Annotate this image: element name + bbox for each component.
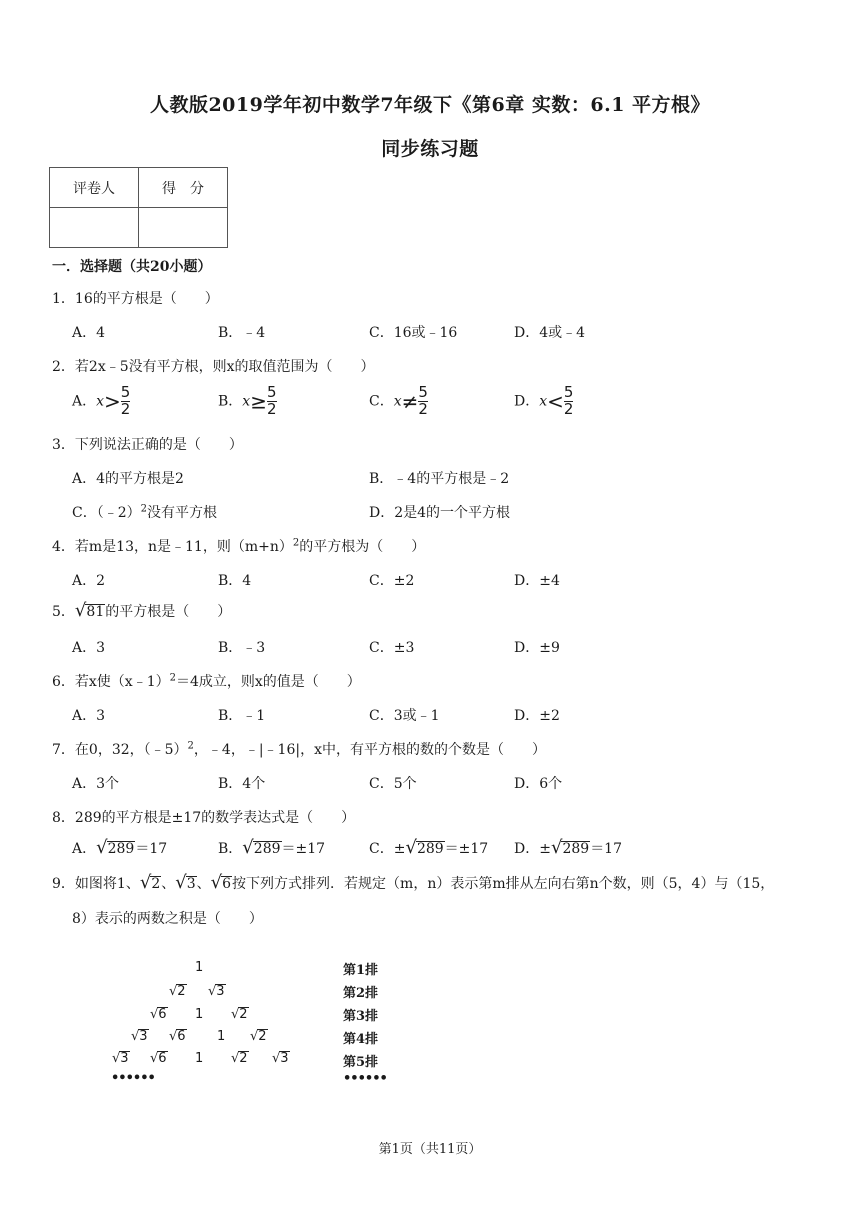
row-label-3: 第3排 (343, 1009, 379, 1024)
q3-option-c: C．（﹣2）$^2$没有平方根 (72, 503, 217, 521)
score-table (49, 167, 228, 248)
q3-option-a: A．4的平方根是2 (72, 471, 184, 487)
fig-r4-3: 1 (217, 1029, 226, 1044)
question-3-options-row2 (72, 502, 832, 524)
q8-option-c: C．±√289＝±17 (369, 837, 489, 858)
question-5-options (72, 637, 832, 659)
q1-option-d: D．4或﹣4 (514, 325, 586, 341)
question-8-stem: 8．289的平方根是±17的数学表达式是（ ） (52, 810, 356, 826)
q1-option-c: C．16或﹣16 (369, 325, 458, 341)
q8-option-b: B．√289＝±17 (218, 837, 326, 858)
question-1-options (72, 322, 832, 344)
score-table-cell-reviewer (50, 208, 139, 248)
score-table-cell-score (139, 208, 228, 248)
q8-option-a: A．√289＝17 (72, 837, 168, 858)
q6-option-c: C．3或﹣1 (369, 708, 440, 724)
fig-r5-4: √2 (231, 1051, 248, 1066)
question-9-stem: 9．如图将1、√2、√3、√6按下列方式排列．若规定（m，n）表示第m排从左向右第n个数，则（5，4）与（15， (52, 872, 775, 893)
q4-option-c: C．±2 (369, 573, 415, 589)
title-line-1: 人教版2019学年初中数学7年级下《第6章 实数：6.1 平方根》 (149, 94, 711, 116)
question-2-options (72, 385, 832, 425)
question-3-stem: 3．下列说法正确的是（ ） (52, 437, 243, 453)
fig-r5-2: √6 (150, 1051, 167, 1066)
q5-option-b: B．﹣3 (218, 640, 266, 656)
score-table-header-score: 得 分 (139, 168, 228, 208)
fig-r3-2: 1 (195, 1007, 204, 1022)
question-6-stem: 6．若x使（x﹣1）$^2$＝4成立，则x的值是（ ） (52, 672, 361, 690)
fig-r5-3: 1 (195, 1051, 204, 1066)
q6-option-b: B．﹣1 (218, 708, 266, 724)
question-8-options (72, 838, 832, 860)
question-2-stem: 2．若2x﹣5没有平方根，则x的取值范围为（ ） (52, 359, 375, 375)
q3-option-d: D．2是4的一个平方根 (369, 505, 511, 521)
fig-r5-1: √3 (112, 1051, 129, 1066)
question-1-stem: 1．16的平方根是（ ） (52, 291, 219, 307)
question-7-options (72, 773, 832, 795)
title-line-2: 同步练习题 (381, 138, 479, 160)
q1-option-b: B．﹣4 (218, 325, 266, 341)
q5-option-a: A．3 (72, 640, 106, 656)
fig-r3-1: √6 (150, 1007, 167, 1022)
q7-option-a: A．3个 (72, 776, 120, 792)
row-label-5: 第5排 (343, 1055, 379, 1070)
question-4-options (72, 570, 832, 592)
question-6-options (72, 705, 832, 727)
question-7-stem: 7．在0，32，（﹣5）$^2$，﹣4，﹣|﹣16|，x中，有平方根的数的个数是（ ） (52, 740, 546, 758)
row-label-dots: •••••• (343, 1071, 387, 1086)
q5-option-d: D．±9 (514, 640, 560, 656)
q1-option-a: A．4 (72, 325, 106, 341)
page-footer: 第1页（共11页） (378, 1142, 482, 1157)
q5-radicand: 81 (86, 604, 105, 620)
row-label-4: 第4排 (343, 1032, 379, 1047)
fig-r2-2: √3 (208, 984, 225, 999)
fig-r4-1: √3 (131, 1029, 148, 1044)
fig-dots: •••••• (111, 1071, 155, 1086)
q7-option-c: C．5个 (369, 776, 417, 792)
q4-option-b: B．4 (218, 573, 252, 589)
fig-r4-2: √6 (169, 1029, 186, 1044)
fig-r4-4: √2 (250, 1029, 267, 1044)
q7-option-d: D．6个 (514, 776, 563, 792)
row-label-1: 第1排 (343, 963, 379, 978)
question-4-stem: 4．若m是13，n是﹣11，则$(m+n)^2$的平方根为（ ） (52, 537, 426, 555)
section-heading: 一．选择题（共20小题） (52, 259, 212, 275)
score-table-header-reviewer: 评卷人 (50, 168, 139, 208)
q4-option-d: D．±4 (514, 573, 560, 589)
fig-r2-1: √2 (169, 984, 186, 999)
fig-r1-1: 1 (195, 960, 204, 975)
q8-option-d: D．±√289＝17 (514, 837, 623, 858)
q4-option-a: A．2 (72, 573, 106, 589)
fig-r5-5: √3 (272, 1051, 289, 1066)
q7-option-b: B．4个 (218, 776, 266, 792)
q3-option-b: B．﹣4的平方根是﹣2 (369, 471, 510, 487)
q6-option-d: D．±2 (514, 708, 560, 724)
row-label-2: 第2排 (343, 986, 379, 1001)
q6-option-a: A．3 (72, 708, 106, 724)
q5-option-c: C．±3 (369, 640, 415, 656)
q2-option-a: A．x> $\frac{5}{2}$ (72, 383, 131, 418)
q2-option-b: B．x≥ $\frac{5}{2}$ (218, 383, 277, 418)
question-3-options-row1 (72, 468, 832, 490)
fig-r3-3: √2 (231, 1007, 248, 1022)
question-5-stem: 5．√81的平方根是（ ） (52, 600, 232, 621)
q2-option-d: D．x< $\frac{5}{2}$ (514, 383, 574, 418)
q2-option-c: C．x≠ $\frac{5}{2}$ (369, 383, 428, 418)
question-9-stem-line2: 8）表示的两数之积是（ ） (72, 911, 263, 927)
